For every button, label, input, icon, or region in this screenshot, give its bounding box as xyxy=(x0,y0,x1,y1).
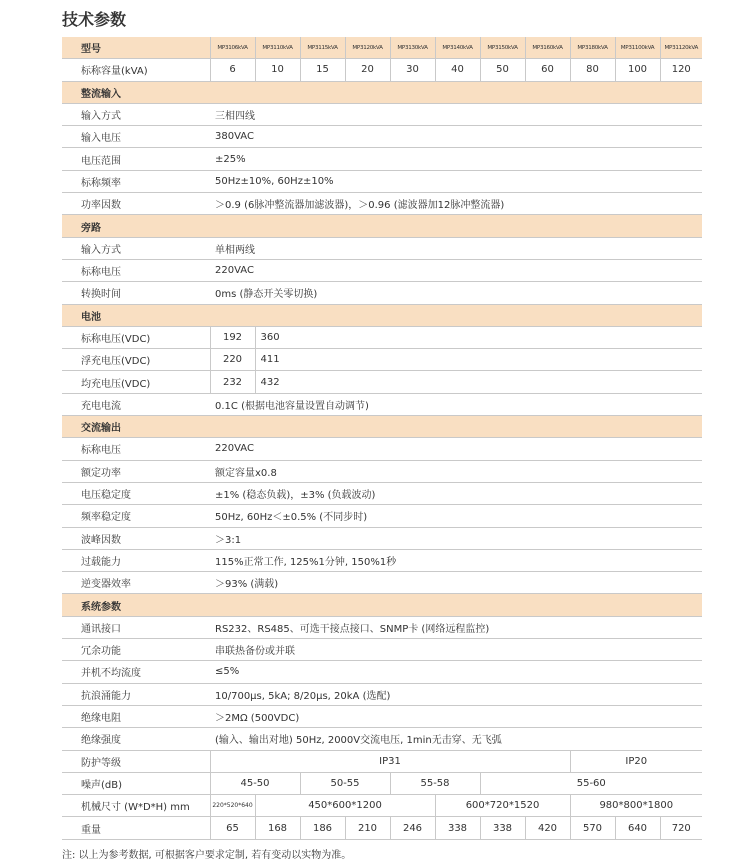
noise-value: 50-55 xyxy=(300,772,390,794)
model-cell: MP3110kVA xyxy=(255,37,300,59)
weight-cell: 338 xyxy=(480,817,525,839)
spec-value: ±1% (稳态负载)，±3% (负载波动) xyxy=(210,482,702,504)
spec-value: 10/700μs, 5kA; 8/20μs, 20kA (选配) xyxy=(210,683,702,705)
section-battery xyxy=(62,304,702,326)
model-cell: MP3120kVA xyxy=(345,37,390,59)
model-row xyxy=(62,37,702,59)
section-title: 电池 xyxy=(62,304,702,326)
spec-label: 充电电流 xyxy=(62,393,210,415)
spec-value: 380VAC xyxy=(210,126,702,148)
spec-value: ＞2MΩ (500VDC) xyxy=(210,705,702,727)
spec-row xyxy=(62,193,702,215)
spec-value: 411 xyxy=(255,349,702,371)
spec-label: 波峰因数 xyxy=(62,527,210,549)
capacity-cell: 20 xyxy=(345,59,390,81)
spec-value: 串联热备份或并联 xyxy=(210,639,702,661)
section-system xyxy=(62,594,702,616)
spec-row xyxy=(62,661,702,683)
spec-row xyxy=(62,505,702,527)
spec-value: ≤5% xyxy=(210,661,702,683)
spec-value: 220VAC xyxy=(210,438,702,460)
section-ac-output xyxy=(62,416,702,438)
spec-value: 50Hz, 60Hz＜±0.5% (不同步时) xyxy=(210,505,702,527)
spec-label: 标称电压 xyxy=(62,438,210,460)
spec-label: 冗余功能 xyxy=(62,639,210,661)
capacity-label: 标称容量(kVA) xyxy=(62,59,210,81)
spec-row xyxy=(62,170,702,192)
spec-row xyxy=(62,527,702,549)
battery-small-value: 220 xyxy=(210,349,255,371)
spec-value: 三相四线 xyxy=(210,103,702,125)
dimensions-value: 980*800*1800 xyxy=(570,795,702,817)
model-cell: MP3130kVA xyxy=(390,37,435,59)
section-bypass xyxy=(62,215,702,237)
spec-row xyxy=(62,639,702,661)
spec-label: 额定功率 xyxy=(62,460,210,482)
spec-value: 50Hz±10%, 60Hz±10% xyxy=(210,170,702,192)
weight-cell: 720 xyxy=(660,817,702,839)
capacity-cell: 120 xyxy=(660,59,702,81)
spec-value: 额定容量x0.8 xyxy=(210,460,702,482)
model-cell: MP31120kVA xyxy=(660,37,702,59)
spec-value: 115%正常工作, 125%1分钟, 150%1秒 xyxy=(210,549,702,571)
protection-value: IP20 xyxy=(570,750,702,772)
spec-label: 标称电压 xyxy=(62,259,210,281)
spec-value: 0.1C (根据电池容量设置自动调节) xyxy=(210,393,702,415)
noise-value: 55-60 xyxy=(480,772,702,794)
dimensions-label: 机械尺寸 (W*D*H) mm xyxy=(62,795,210,817)
dimensions-row xyxy=(62,795,702,817)
spec-value: ±25% xyxy=(210,148,702,170)
capacity-cell: 15 xyxy=(300,59,345,81)
section-rectifier xyxy=(62,81,702,103)
capacity-cell: 80 xyxy=(570,59,615,81)
weight-cell: 640 xyxy=(615,817,660,839)
weight-cell: 210 xyxy=(345,817,390,839)
spec-value: 0ms (静态开关零切换) xyxy=(210,282,702,304)
spec-value: 432 xyxy=(255,371,702,393)
noise-value: 55-58 xyxy=(390,772,480,794)
spec-row xyxy=(62,282,702,304)
spec-label: 绝缘强度 xyxy=(62,728,210,750)
dimensions-value: 220*520*640 xyxy=(210,795,255,817)
noise-row xyxy=(62,772,702,794)
spec-table xyxy=(62,37,702,840)
spec-row xyxy=(62,460,702,482)
spec-label: 绝缘电阻 xyxy=(62,705,210,727)
weight-row xyxy=(62,817,702,839)
dimensions-value: 450*600*1200 xyxy=(255,795,435,817)
spec-value: 220VAC xyxy=(210,259,702,281)
spec-label: 输入方式 xyxy=(62,103,210,125)
spec-value: ＞93% (满载) xyxy=(210,572,702,594)
capacity-cell: 10 xyxy=(255,59,300,81)
capacity-cell: 6 xyxy=(210,59,255,81)
weight-cell: 186 xyxy=(300,817,345,839)
capacity-cell: 40 xyxy=(435,59,480,81)
weight-cell: 420 xyxy=(525,817,570,839)
spec-label: 功率因数 xyxy=(62,193,210,215)
spec-row xyxy=(62,549,702,571)
spec-label: 浮充电压(VDC) xyxy=(62,349,210,371)
spec-row xyxy=(62,326,702,348)
spec-label: 通讯接口 xyxy=(62,616,210,638)
spec-label: 标称频率 xyxy=(62,170,210,192)
spec-row xyxy=(62,126,702,148)
spec-row xyxy=(62,616,702,638)
battery-small-value: 192 xyxy=(210,326,255,348)
spec-row xyxy=(62,103,702,125)
protection-row xyxy=(62,750,702,772)
spec-value: 单相两线 xyxy=(210,237,702,259)
weight-cell: 570 xyxy=(570,817,615,839)
spec-row xyxy=(62,371,702,393)
model-cell: MP3115kVA xyxy=(300,37,345,59)
page-title: 技术参数 xyxy=(62,10,127,29)
spec-value: 360 xyxy=(255,326,702,348)
weight-cell: 338 xyxy=(435,817,480,839)
footnote: 注: 以上为参考数据, 可根据客户要求定制, 若有变动以实物为准。 xyxy=(62,850,352,861)
spec-value: (输入、输出对地) 50Hz, 2000V交流电压, 1min无击穿、无飞弧 xyxy=(210,728,702,750)
section-title: 整流输入 xyxy=(62,81,702,103)
spec-row xyxy=(62,438,702,460)
spec-row xyxy=(62,705,702,727)
weight-label: 重量 xyxy=(62,817,210,839)
model-cell: MP3140kVA xyxy=(435,37,480,59)
model-label: 型号 xyxy=(62,37,210,59)
spec-label: 均充电压(VDC) xyxy=(62,371,210,393)
spec-value: ＞0.9 (6脉冲整流器加滤波器)，＞0.96 (滤波器加12脉冲整流器) xyxy=(210,193,702,215)
spec-row xyxy=(62,237,702,259)
spec-label: 并机不均流度 xyxy=(62,661,210,683)
model-cell: MP3180kVA xyxy=(570,37,615,59)
spec-row xyxy=(62,683,702,705)
spec-label: 电压范围 xyxy=(62,148,210,170)
weight-cell: 65 xyxy=(210,817,255,839)
dimensions-value: 600*720*1520 xyxy=(435,795,570,817)
noise-value: 45-50 xyxy=(210,772,300,794)
weight-cell: 168 xyxy=(255,817,300,839)
model-cell: MP3150kVA xyxy=(480,37,525,59)
spec-row xyxy=(62,393,702,415)
section-title: 系统参数 xyxy=(62,594,702,616)
spec-label: 输入方式 xyxy=(62,237,210,259)
spec-label: 频率稳定度 xyxy=(62,505,210,527)
section-title: 旁路 xyxy=(62,215,702,237)
spec-label: 转换时间 xyxy=(62,282,210,304)
model-cell: MP3106kVA xyxy=(210,37,255,59)
protection-label: 防护等级 xyxy=(62,750,210,772)
capacity-cell: 60 xyxy=(525,59,570,81)
capacity-cell: 30 xyxy=(390,59,435,81)
spec-label: 标称电压(VDC) xyxy=(62,326,210,348)
capacity-cell: 100 xyxy=(615,59,660,81)
model-cell: MP31100kVA xyxy=(615,37,660,59)
spec-label: 电压稳定度 xyxy=(62,482,210,504)
spec-value: ＞3:1 xyxy=(210,527,702,549)
spec-row xyxy=(62,148,702,170)
noise-label: 噪声(dB) xyxy=(62,772,210,794)
spec-label: 输入电压 xyxy=(62,126,210,148)
capacity-cell: 50 xyxy=(480,59,525,81)
protection-value: IP31 xyxy=(210,750,570,772)
spec-label: 逆变器效率 xyxy=(62,572,210,594)
spec-row xyxy=(62,572,702,594)
spec-row xyxy=(62,259,702,281)
spec-value: RS232、RS485、可选干接点接口、SNMP卡 (网络远程监控) xyxy=(210,616,702,638)
capacity-row xyxy=(62,59,702,81)
battery-small-value: 232 xyxy=(210,371,255,393)
spec-row xyxy=(62,349,702,371)
spec-row xyxy=(62,728,702,750)
spec-label: 抗浪涌能力 xyxy=(62,683,210,705)
spec-label: 过载能力 xyxy=(62,549,210,571)
weight-cell: 246 xyxy=(390,817,435,839)
spec-row xyxy=(62,482,702,504)
section-title: 交流输出 xyxy=(62,416,702,438)
model-cell: MP3160kVA xyxy=(525,37,570,59)
